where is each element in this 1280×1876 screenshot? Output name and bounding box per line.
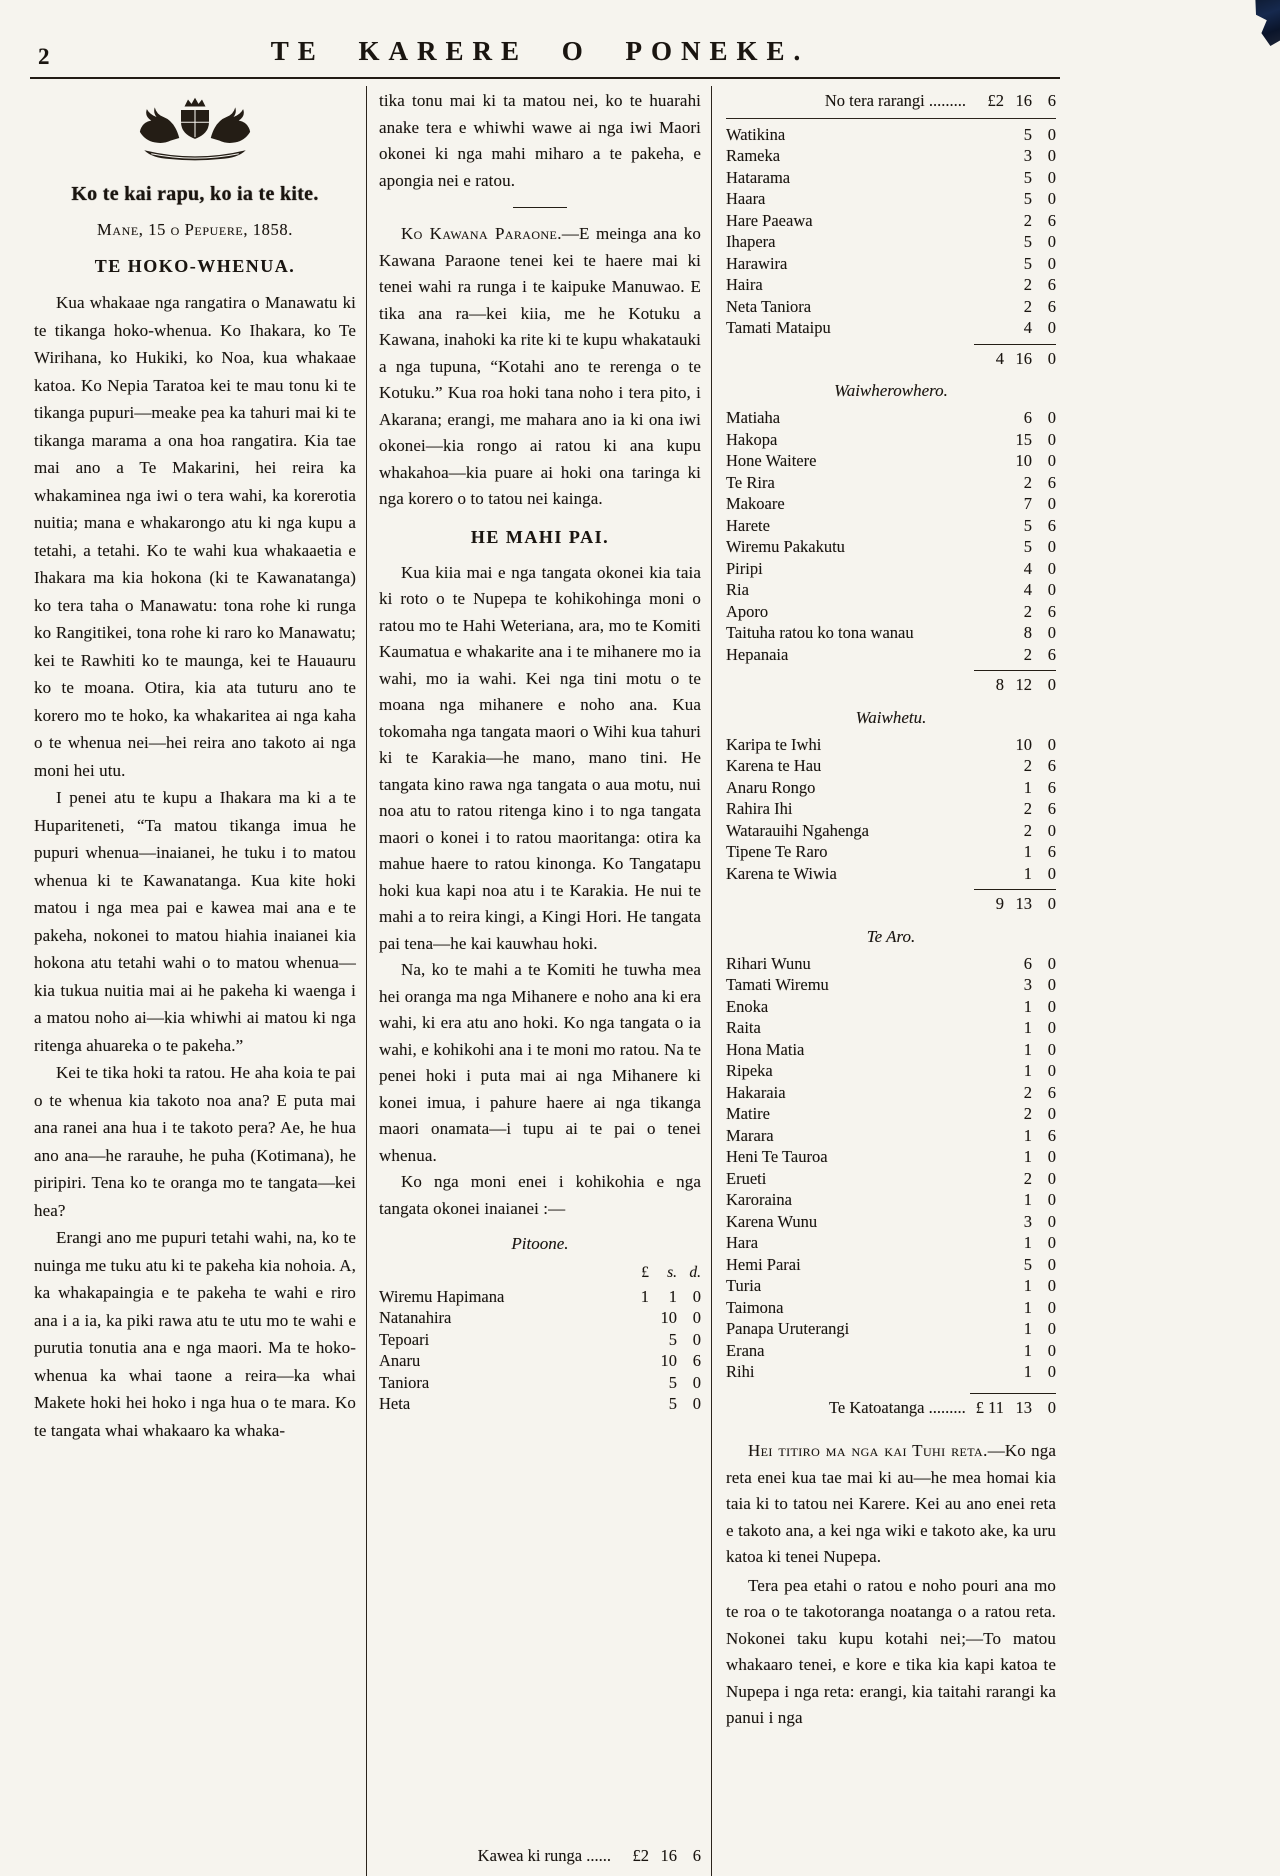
contribution-section-waiwherowhero <box>726 381 1056 696</box>
amount-pence: 6 <box>1047 296 1056 316</box>
contributor-name: Wiremu Pakakutu <box>726 537 845 556</box>
paragraph: Kua whakaae nga rangatira o Manawatu ki te tikanga hoko-whenua. Ko Ihakara, ko Te Wirihana, ko Hukiki, ko Noa, kua whakaae katoa. Ko Nepia Taratoa kei te mau tonu ki te tikanga pupuri—meake pea ka tahuri mai ki te tikanga marama a ona hoa rangatira. Kia tae mai ano a Te Makarini, hei reira ka whakaminea nga iwi o tera wahi, ka korerotia nuitia; mana e whakarongo atu ki nga kupu a tetahi, a tetahi. Ko te wahi kua whakaaetia e Ihakara ma kia hokona (ki te Kawanatanga) ko tera taha o Manawatu: tona rohe ki runga ko Rangitikei, tona rohe ki raro ko Manawatu; kei te Rawhiti ko te maunga, kei te Hauauru ko te moana. Otira, kia ata tuturu ano te korero mo te hoko, ka whakaritea ai nga kaha o te whenua nei—hei reira ano takoto ai nga moni hei utu. <box>34 293 356 780</box>
amount-shillings: 2 <box>1023 799 1032 818</box>
amount-pence: 6 <box>1047 777 1056 797</box>
contributor-name: Te Rira <box>726 472 775 492</box>
amount-shillings: 10 <box>1015 451 1032 470</box>
contributor-name: Hona Matia <box>726 1039 805 1059</box>
contributor-name: Karena Wunu <box>726 1211 818 1231</box>
amount-shillings: 4 <box>1023 558 1032 578</box>
amount-pence: 0 <box>1047 232 1056 251</box>
contributor-name: Karena te Hau <box>726 756 822 775</box>
amount-pounds: 1 <box>640 1286 649 1306</box>
contribution-row <box>726 1340 1056 1362</box>
amount-shillings: 1 <box>1023 1233 1032 1252</box>
amount-pence: 0 <box>692 1308 701 1327</box>
contribution-row <box>379 1329 701 1351</box>
grand-total-pence: 0 <box>1047 1397 1056 1417</box>
amount-pence: 0 <box>1047 975 1056 994</box>
amount-pence: 0 <box>1047 623 1056 642</box>
amount-shillings: 2 <box>1023 1168 1032 1188</box>
amount-shillings: 5 <box>1023 537 1032 556</box>
contribution-row <box>726 863 1056 885</box>
article-body-he-mahi-pai <box>379 560 701 1223</box>
contributor-name: Taniora <box>379 1372 430 1392</box>
amount-pence: 6 <box>1047 601 1056 621</box>
amount-pence: 0 <box>1047 1168 1056 1188</box>
contribution-row <box>726 536 1056 558</box>
amount-pence: 0 <box>1047 1061 1056 1080</box>
contributor-name: Piripi <box>726 558 763 578</box>
amount-shillings: 2 <box>1023 210 1032 230</box>
section-total-row <box>726 670 1056 696</box>
contribution-row <box>726 231 1056 253</box>
amount-shillings: 5 <box>1023 189 1032 208</box>
contributor-name: Watarauihi Ngahenga <box>726 820 869 840</box>
closing-paragraph: Tera pea etahi o ratou e noho pouri ana mo te roa o te takotoranga noatanga o a ratou reta. Nokonei taku kupu kotahi nei;—To matou whakaaro tenei, e kore e tika kia kapi katoa te Nupepa i nga reta: erangi, kia taitahi rarangi ka panui i nga <box>726 1575 1056 1727</box>
contributor-name: Makoare <box>726 494 785 513</box>
contribution-row <box>726 579 1056 601</box>
masthead-motto: Ko te kai rapu, ko ia te kite. <box>71 183 319 205</box>
amount-shillings: 7 <box>1023 494 1032 513</box>
amount-shillings: 10 <box>1015 734 1032 754</box>
contributor-name: Rihi <box>726 1362 755 1381</box>
contributor-name: Hepanaia <box>726 644 789 664</box>
contribution-row <box>726 1082 1056 1104</box>
pound-column-header: £ <box>641 1264 649 1281</box>
contributor-name: Haara <box>726 189 766 208</box>
contribution-section-waiwhetu <box>726 708 1056 915</box>
amount-pence: 0 <box>1047 1297 1056 1317</box>
amount-pence: 6 <box>1047 756 1056 775</box>
contributor-name: Anaru <box>379 1351 421 1370</box>
total-shillings: 13 <box>1015 894 1032 913</box>
pence-column-header: d. <box>689 1264 701 1281</box>
amount-pence: 0 <box>1047 1340 1056 1360</box>
amount-pence: 0 <box>1047 1018 1056 1037</box>
contributor-name: Ripeka <box>726 1061 773 1080</box>
amount-pence: 0 <box>1047 558 1056 578</box>
letters-notice-heading: Hei titiro ma nga kai Tuhi reta. <box>748 1441 988 1460</box>
amount-pence: 0 <box>1047 1147 1056 1166</box>
currency-column-headers <box>379 1262 701 1284</box>
contributor-name: Neta Taniora <box>726 296 812 316</box>
content-columns <box>30 86 1062 1876</box>
amount-shillings: 3 <box>1023 146 1032 165</box>
amount-shillings: 1 <box>1023 863 1032 883</box>
amount-shillings: 6 <box>1023 953 1032 973</box>
amount-pence: 6 <box>1047 842 1056 861</box>
article-heading-hoko-whenua: TE HOKO-WHENUA. <box>94 256 296 276</box>
paragraph: Na, ko te mahi a te Komiti he tuwha mea hei oranga ma nga Mihanere e noho ana ki era wahi, ki era atu ano hoki. Ko nga tangata o ia wahi, e kohikohi ana i te moni mo ratou. Na te penei hoki i puta mai ai nga Mihanere ki konei imua, i pahure haere ai nga tikanga maori onamata—i tupu ai te pai o tenei whenua. <box>379 960 701 1165</box>
contribution-row <box>379 1372 701 1394</box>
contribution-row <box>379 1286 701 1308</box>
contributor-name: Hone Waitere <box>726 451 817 470</box>
amount-pence: 0 <box>1047 1039 1056 1059</box>
contributor-name: Hakopa <box>726 429 778 449</box>
section-title: Waiwherowhero. <box>834 381 948 400</box>
contribution-row <box>726 317 1056 339</box>
carry-forward-row <box>379 1839 701 1876</box>
amount-shillings: 5 <box>1023 515 1032 535</box>
amount-shillings: 1 <box>668 1286 677 1306</box>
amount-shillings: 5 <box>668 1372 677 1392</box>
contributor-name: Raita <box>726 1018 761 1037</box>
contributor-name: Heni Te Tauroa <box>726 1147 828 1166</box>
amount-pence: 6 <box>1047 275 1056 294</box>
contribution-row <box>726 167 1056 189</box>
contributor-name: Heta <box>379 1394 411 1413</box>
contributor-name: Hakaraia <box>726 1082 786 1102</box>
amount-pence: 0 <box>692 1394 701 1413</box>
contribution-row <box>726 1318 1056 1340</box>
brought-shillings: 16 <box>1015 91 1032 110</box>
contribution-row <box>726 996 1056 1018</box>
contribution-row <box>726 450 1056 472</box>
grand-total-shillings: 13 <box>1015 1397 1032 1417</box>
total-pounds: 4 <box>995 348 1004 368</box>
contribution-row <box>726 1146 1056 1168</box>
amount-pence: 0 <box>1047 318 1056 337</box>
contributor-name: Karoraina <box>726 1190 792 1209</box>
contribution-row <box>726 472 1056 494</box>
amount-pence: 0 <box>1047 451 1056 470</box>
amount-pence: 0 <box>1047 146 1056 165</box>
amount-shillings: 2 <box>1023 1082 1032 1102</box>
amount-pence: 0 <box>1047 1276 1056 1295</box>
amount-pence: 0 <box>1047 1211 1056 1231</box>
contributor-name: Aporo <box>726 601 769 621</box>
amount-shillings: 1 <box>1023 1147 1032 1166</box>
grand-total-pounds: £ 11 <box>975 1397 1004 1417</box>
amount-pence: 0 <box>1047 537 1056 556</box>
contribution-row <box>726 777 1056 799</box>
amount-shillings: 15 <box>1015 429 1032 449</box>
amount-pence: 0 <box>1047 1190 1056 1209</box>
contribution-row <box>726 253 1056 275</box>
amount-pence: 0 <box>1047 1233 1056 1252</box>
amount-pence: 0 <box>692 1329 701 1349</box>
contribution-row <box>726 953 1056 975</box>
amount-shillings: 1 <box>1023 1297 1032 1317</box>
amount-shillings: 5 <box>668 1394 677 1413</box>
contribution-row <box>726 820 1056 842</box>
scan-artifact <box>1250 0 1280 46</box>
contribution-section-te-aro <box>726 927 1056 1383</box>
contribution-row <box>726 1254 1056 1276</box>
contribution-row <box>726 974 1056 996</box>
letters-notice-paragraph <box>726 1438 1056 1571</box>
amount-pence: 0 <box>1047 494 1056 513</box>
contribution-row <box>726 1060 1056 1082</box>
kawana-paraone-lead: Ko Kawana Paraone. <box>401 224 562 243</box>
amount-pence: 0 <box>1047 189 1056 208</box>
amount-pence: 6 <box>1047 644 1056 664</box>
contribution-row <box>726 1189 1056 1211</box>
contribution-row <box>726 1168 1056 1190</box>
contributor-name: Wiremu Hapimana <box>379 1286 505 1306</box>
amount-shillings: 1 <box>1023 842 1032 861</box>
amount-shillings: 1 <box>1023 777 1032 797</box>
paragraph: Erangi ano me pupuri tetahi wahi, na, ko te nuinga me tuku atu ki te pakeha kia nohoia. A, ka whakapaingia e te pakeha te wahi e riro ana i a ia, ka piki rawa atu te utu mo te wahi e purutia tonutia ana e nga maori. Ma te hoko-whenua ka whai taone a reira—ka whai Makete hoki hei hoko i nga hua o te mara. Ko te tangata whai whakaaro ka whaka- <box>34 1228 356 1440</box>
amount-shillings: 1 <box>1023 996 1032 1016</box>
amount-pence: 0 <box>1047 1254 1056 1274</box>
section-total-row <box>726 889 1056 915</box>
brought-pence: 6 <box>1047 91 1056 110</box>
contribution-row <box>726 429 1056 451</box>
total-pence: 0 <box>1047 348 1056 368</box>
section-title: Te Aro. <box>866 926 916 946</box>
contribution-row <box>726 145 1056 167</box>
contribution-row <box>726 188 1056 210</box>
contribution-row <box>726 515 1056 537</box>
amount-pence: 0 <box>1047 734 1056 754</box>
contributor-name: Ria <box>726 580 749 599</box>
contributor-name: Marara <box>726 1125 774 1145</box>
contributor-name: Watikina <box>726 124 786 144</box>
contribution-row <box>726 601 1056 623</box>
contributor-name: Ihapera <box>726 232 776 251</box>
contributor-name: Panapa Uruterangi <box>726 1319 850 1338</box>
amount-shillings: 2 <box>1023 275 1032 294</box>
amount-pence: 0 <box>1047 1104 1056 1123</box>
contributor-name: Taimona <box>726 1297 784 1317</box>
amount-pence: 0 <box>692 1286 701 1306</box>
amount-shillings: 8 <box>1023 623 1032 642</box>
amount-shillings: 1 <box>1023 1018 1032 1037</box>
contribution-row <box>726 1125 1056 1147</box>
amount-pence: 0 <box>1047 953 1056 973</box>
amount-pence: 6 <box>1047 799 1056 818</box>
amount-pence: 0 <box>1047 429 1056 449</box>
contributor-name: Taituha ratou ko tona wanau <box>726 623 914 642</box>
kawana-paraone-paragraph <box>379 221 701 513</box>
amount-shillings: 2 <box>1023 820 1032 840</box>
amount-shillings: 1 <box>1023 1061 1032 1080</box>
amount-shillings: 5 <box>1023 232 1032 251</box>
brought-forward-row <box>726 86 1056 119</box>
grand-total-label: Te Katoatanga ......... <box>828 1397 966 1417</box>
amount-pence: 0 <box>1047 408 1056 427</box>
contribution-row <box>726 558 1056 580</box>
contributor-name: Rameka <box>726 146 781 165</box>
contribution-list-pitoone <box>379 1286 701 1415</box>
amount-pence: 0 <box>1047 1319 1056 1338</box>
contributor-name: Rihari Wunu <box>726 953 811 973</box>
article-heading-he-mahi-pai: HE MAHI PAI. <box>470 526 610 547</box>
amount-pence: 0 <box>692 1372 701 1392</box>
amount-shillings: 1 <box>1023 1039 1032 1059</box>
section-total-row <box>726 344 1056 370</box>
amount-shillings: 3 <box>1023 1211 1032 1231</box>
contribution-row <box>726 1039 1056 1061</box>
amount-shillings: 2 <box>1023 296 1032 316</box>
contribution-row <box>726 622 1056 644</box>
contributor-name: Tipene Te Raro <box>726 842 828 861</box>
contribution-row <box>726 274 1056 296</box>
contribution-row <box>726 1017 1056 1039</box>
contributor-name: Turia <box>726 1276 762 1295</box>
amount-shillings: 1 <box>1023 1340 1032 1360</box>
carry-pence: 6 <box>692 1845 701 1865</box>
contribution-row <box>726 124 1056 146</box>
contribution-list-title: Pitoone. <box>511 1234 569 1253</box>
contributor-name: Hemi Parai <box>726 1254 801 1274</box>
amount-pence: 0 <box>1047 124 1056 144</box>
contributor-name: Karipa te Iwhi <box>726 734 822 754</box>
contribution-row <box>726 755 1056 777</box>
contributor-name: Tamati Wiremu <box>726 975 829 994</box>
amount-shillings: 4 <box>1023 318 1032 337</box>
page-number: 2 <box>38 44 50 69</box>
carry-forward-label: Kawea ki runga ...... <box>477 1845 611 1865</box>
contributor-name: Matire <box>726 1104 770 1123</box>
amount-pence: 6 <box>1047 1082 1056 1102</box>
contributor-name: Hatarama <box>726 167 791 187</box>
contributor-name: Tepoari <box>379 1329 430 1349</box>
contribution-row <box>379 1307 701 1329</box>
header-rule <box>30 77 1060 79</box>
contribution-row <box>726 1103 1056 1125</box>
amount-shillings: 6 <box>1023 408 1032 427</box>
contributor-name: Hare Paeawa <box>726 210 813 230</box>
contributor-name: Tamati Mataipu <box>726 318 831 337</box>
amount-pence: 0 <box>1047 167 1056 187</box>
amount-shillings: 5 <box>1023 167 1032 187</box>
contribution-row <box>379 1350 701 1372</box>
paragraph: Ko nga moni enei i kohikohia e nga tangata okonei inaianei :— <box>379 1172 701 1218</box>
contribution-row <box>726 296 1056 318</box>
contribution-row <box>726 1211 1056 1233</box>
amount-shillings: 5 <box>668 1329 677 1349</box>
total-pounds: 9 <box>995 894 1004 913</box>
total-pence: 0 <box>1047 894 1056 913</box>
grand-total-row <box>726 1393 1056 1419</box>
amount-shillings: 2 <box>1023 644 1032 664</box>
section-title: Waiwhetu. <box>855 707 927 727</box>
amount-pence: 6 <box>692 1351 701 1370</box>
amount-shillings: 1 <box>1023 1276 1032 1295</box>
contributor-name: Natanahira <box>379 1308 452 1327</box>
brought-pounds: £2 <box>987 91 1004 110</box>
amount-pence: 0 <box>1047 820 1056 840</box>
amount-shillings: 5 <box>1023 124 1032 144</box>
contributor-name: Anaru Rongo <box>726 777 816 797</box>
carry-shillings: 16 <box>660 1845 677 1865</box>
total-shillings: 12 <box>1015 675 1032 694</box>
amount-shillings: 4 <box>1023 580 1032 599</box>
kawana-paraone-text: —E meinga ana ko Kawana Paraone tenei kei te haere mai ki tenei wahi ra runga i te kaipuke Manuwao. E tika ana ra—kei kiia, me he Kotuku a Kawana, inahoki ka rite ki te kupu whakatauki a nga tupuna, “Kotahi ano te rerenga o te Kotuku.” Kua roa hoki tana noho i tera pito, i Akarana; erangi, me mahara ano ia ki ona iwi okonei—kia rongo ai ratou ki ana kupu whakahoa—kia puare ai hoki ona taringa ki nga korero o to tatou nei kainga. <box>379 224 701 508</box>
amount-pence: 0 <box>1047 253 1056 273</box>
amount-pence: 0 <box>1047 580 1056 599</box>
contribution-row <box>726 734 1056 756</box>
amount-shillings: 1 <box>1023 1319 1032 1338</box>
contributor-name: Rahira Ihi <box>726 799 793 818</box>
carry-pounds: £2 <box>632 1845 649 1865</box>
amount-shillings: 2 <box>1023 472 1032 492</box>
amount-shillings: 2 <box>1023 601 1032 621</box>
contribution-row <box>379 1393 701 1415</box>
contribution-row <box>726 210 1056 232</box>
contribution-row <box>726 407 1056 429</box>
continuation-paragraph: tika tonu mai ki ta matou nei, ko te huarahi anake tera e whiwhi wawe ai nga iwi Maori okonei ki nga mahi miharo a te pakeha, e apongia nei e ratou. <box>379 91 701 190</box>
amount-shillings: 10 <box>660 1351 677 1370</box>
total-shillings: 16 <box>1015 348 1032 368</box>
coat-of-arms-icon <box>34 96 356 171</box>
dateline: Mane, 15 o Pepuere, 1858. <box>97 220 293 239</box>
contributor-name: Enoka <box>726 996 769 1016</box>
paragraph: Kua kiia mai e nga tangata okonei kia taia ki roto o te Nupepa te kohikohinga moni o ratou mo te Hahi Weteriana, ara, mo te Komiti Kaumatua e whakarite ana i te mihanere mo ia wahi, mo ia wahi. Kei nga tini motu o te moana nga mihanere e noho ana. Kua tokomaha nga tangata maori o Wihi kua tahuri ki te Karakia—he mano, mano tini. He tangata kino rawa nga tangata o aua motu, nui noa atu to ratou ritenga kino i to nga tangata maori o konei i to ratou maoritanga: otira ka mahue haere to ratou kinonga. Ko Tangatapu hoki kua kapi noa atu i te Karakia. He nui te mahi a to reira kingi, a Kingi Hori. He tangata pai tena—he kai kauwhau hoki. <box>379 562 701 953</box>
amount-pence: 6 <box>1047 210 1056 230</box>
amount-shillings: 2 <box>1023 1104 1032 1123</box>
paragraph: Kei te tika hoki ta ratou. He aha koia te pai o te whenua kia takoto noa ana? E puta mai ana ranei ana hua i te takoto pera? Ae, he hua ano ana—he rarauhe, he puha (Kotimana), he piripiri. Tena ko te oranga mo te tangata—kei hea? <box>34 1063 356 1220</box>
contribution-row <box>726 493 1056 515</box>
contribution-row <box>726 1297 1056 1319</box>
amount-pence: 0 <box>1047 996 1056 1016</box>
amount-shillings: 1 <box>1023 1362 1032 1381</box>
left-column <box>30 86 366 1876</box>
contribution-row <box>726 1232 1056 1254</box>
newspaper-title: TE KARERE O PONEKE. <box>270 36 810 66</box>
contributor-name: Hara <box>726 1233 759 1252</box>
contributor-name: Harawira <box>726 253 788 273</box>
contribution-row <box>726 644 1056 666</box>
amount-shillings: 3 <box>1023 975 1032 994</box>
amount-pence: 6 <box>1047 1125 1056 1145</box>
total-pounds: 8 <box>995 675 1004 694</box>
contributor-name: Erueti <box>726 1168 767 1188</box>
contributor-name: Haira <box>726 275 763 294</box>
contributor-name: Erana <box>726 1340 765 1360</box>
contributor-name: Matiaha <box>726 408 781 427</box>
right-column <box>712 86 1062 1876</box>
contribution-row <box>726 1361 1056 1383</box>
brought-forward-label: No tera rarangi ......... <box>824 91 966 110</box>
shillings-column-header: s. <box>667 1264 677 1281</box>
contributor-name: Karena te Wiwia <box>726 863 837 883</box>
amount-pence: 6 <box>1047 515 1056 535</box>
total-pence: 0 <box>1047 675 1056 694</box>
amount-pence: 0 <box>1047 1362 1056 1381</box>
section-divider <box>513 207 567 208</box>
amount-pence: 0 <box>1047 863 1056 883</box>
contribution-row <box>726 841 1056 863</box>
amount-shillings: 2 <box>1023 756 1032 775</box>
article-body <box>34 289 356 1444</box>
amount-pence: 6 <box>1047 472 1056 492</box>
amount-shillings: 1 <box>1023 1125 1032 1145</box>
amount-shillings: 1 <box>1023 1190 1032 1209</box>
middle-column <box>367 86 711 1876</box>
contribution-row <box>726 1275 1056 1297</box>
amount-shillings: 5 <box>1023 1254 1032 1274</box>
letters-notice-text: —Ko nga reta enei kua tae mai ki au—he mea homai kia taia ki to tatou nei Karere. Kei au ano enei reta e takoto ana, a kei nga wiki e takoto ake, ka uru katoa ki tenei Nupepa. <box>726 1441 1056 1566</box>
amount-shillings: 10 <box>660 1308 677 1327</box>
amount-shillings: 5 <box>1023 253 1032 273</box>
paragraph: I penei atu te kupu a Ihakara ma ki a te Hupariteneti, “Ta matou tikanga imua he pupuri whenua—inaianei, he tuku i to matou whenua ki te Kawanatanga. Kua kite hoki matou i nga mea pai e kawea mai ana e te pakeha, nokonei to matou hiahia inaianei kia hokona atu tetahi wahi o to matou whenua—kia tukua nuitia mai ai he pakeha ki waenga i a matou noho ai—kia whiwhi ai matou ki nga ritenga ahuareka o te pakeha.” <box>34 788 356 1055</box>
contributor-name: Harete <box>726 515 770 535</box>
contribution-row <box>726 798 1056 820</box>
contribution-section <box>726 124 1056 370</box>
